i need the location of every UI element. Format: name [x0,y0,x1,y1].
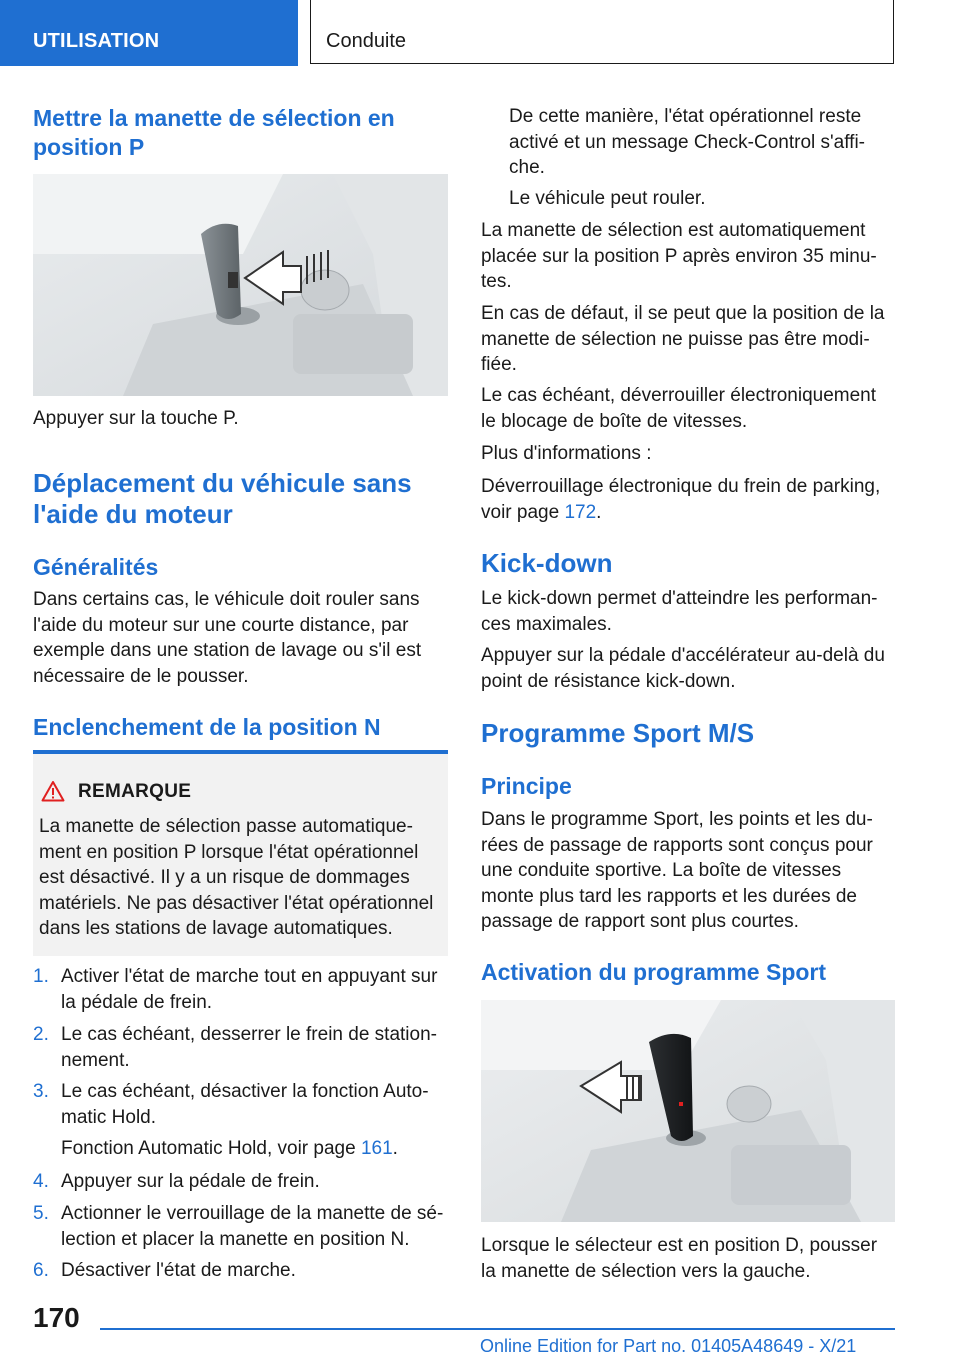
footer-divider [100,1328,895,1330]
step-text: Le cas échéant, désactiver la fonction Automatic Hold. [61,1081,429,1128]
step3-subtext [61,1136,451,1162]
page-number: 170 [33,1302,80,1333]
paragraph-kick-1: Le kick-down permet d'atteindre les performances maximales. [481,588,878,635]
step-number: 6. [33,1260,49,1281]
step-text: Désactiver l'état de marche. [61,1260,296,1281]
paragraph-continuation-2: Le véhicule peut rouler. [509,188,706,209]
heading-position-n: Enclenchement de la position N [33,714,381,740]
footer-edition: Online Edition for Part no. 01405A48649 - X/21 [480,1336,857,1356]
page-link-172[interactable]: 172 [564,501,597,523]
section-title: UTILISATION [33,30,160,52]
step-number: 4. [33,1171,49,1192]
page-link-161[interactable]: 161 [360,1138,393,1159]
caption-push-left: Lorsque le sélecteur est en position D, pousser la manette de sélection vers la gauche. [481,1235,878,1282]
step-text: Activer l'état de marche tout en appuyant sur la pédale de frein. [61,966,438,1013]
gear-selector-photo-sport [481,1000,895,1222]
heading-moving-without-engine: Déplacement du véhicule sans l'aide du moteur [33,468,412,529]
paragraph-auto-p: La manette de sélection est automatiquement placée sur la position P après environ 35 minutes. [481,220,877,292]
heading-kick-down: Kick-down [481,548,613,578]
parking-ref-text: Déverrouillage électronique du frein de parking, voir page [481,476,881,523]
paragraph-unlock: Le cas échéant, déverrouiller électroniquement le blocage de boîte de vitesses. [481,385,877,432]
step3-end: . [392,1138,398,1159]
paragraph-principe: Dans le programme Sport, les points et les durées de passage de rapports sont conçus pour une conduite sportive. La boîte de vitesses monte plus tard les rapports et les durées de passage de rapport sont plus courtes. [481,809,873,932]
heading-generalites: Généralités [33,554,159,580]
step-number: 5. [33,1203,49,1224]
parking-ref-end: . [596,501,602,523]
heading-principe: Principe [481,773,572,799]
step-number: 2. [33,1024,49,1045]
step3-sub-label: Fonction Automatic Hold, voir page [61,1138,361,1159]
step-number: 3. [33,1081,49,1102]
heading-activation-sport: Activation du programme Sport [481,959,827,985]
heading-sport-program: Programme Sport M/S [481,718,755,748]
steps-list [33,0,448,1300]
heading-position-p: Mettre la manette de sélection en position P [33,105,395,160]
step-text: Appuyer sur la pédale de frein. [61,1171,320,1192]
paragraph-defect: En cas de défaut, il se peut que la position de la manette de sélection ne puisse pas être modifiée. [481,303,885,375]
paragraph-parking-ref [481,474,895,525]
paragraph-continuation-1: De cette manière, l'état opérationnel reste activé et un message Check-Control s'affiche. [509,106,865,178]
paragraph-kick-2: Appuyer sur la pédale d'accélérateur au-delà du point de résistance kick-down. [481,645,885,692]
step-text: Actionner le verrouillage de la manette de sélection et placer la manette en position N. [61,1203,444,1250]
paragraph-general: Dans certains cas, le véhicule doit rouler sans l'aide du moteur sur une courte distance, par exemple dans une station de lavage ou s'il est nécessaire de le pousser. [33,589,422,687]
notice-text: La manette de sélection passe automatiquement en position P lorsque l'état opérationnel est désactivé. Il y a un risque de dommages matériels. Ne pas désactiver l'état opérationnel dans les stations de lavage automatiques. [39,816,434,939]
paragraph-more-info: Plus d'informations : [481,443,652,464]
chapter-title: Conduite [326,30,407,52]
caption-press-p: Appuyer sur la touche P. [33,408,239,429]
notice-title: REMARQUE [78,781,192,802]
step-text: Le cas échéant, desserrer le frein de stationnement. [61,1024,437,1071]
step-number: 1. [33,966,49,987]
